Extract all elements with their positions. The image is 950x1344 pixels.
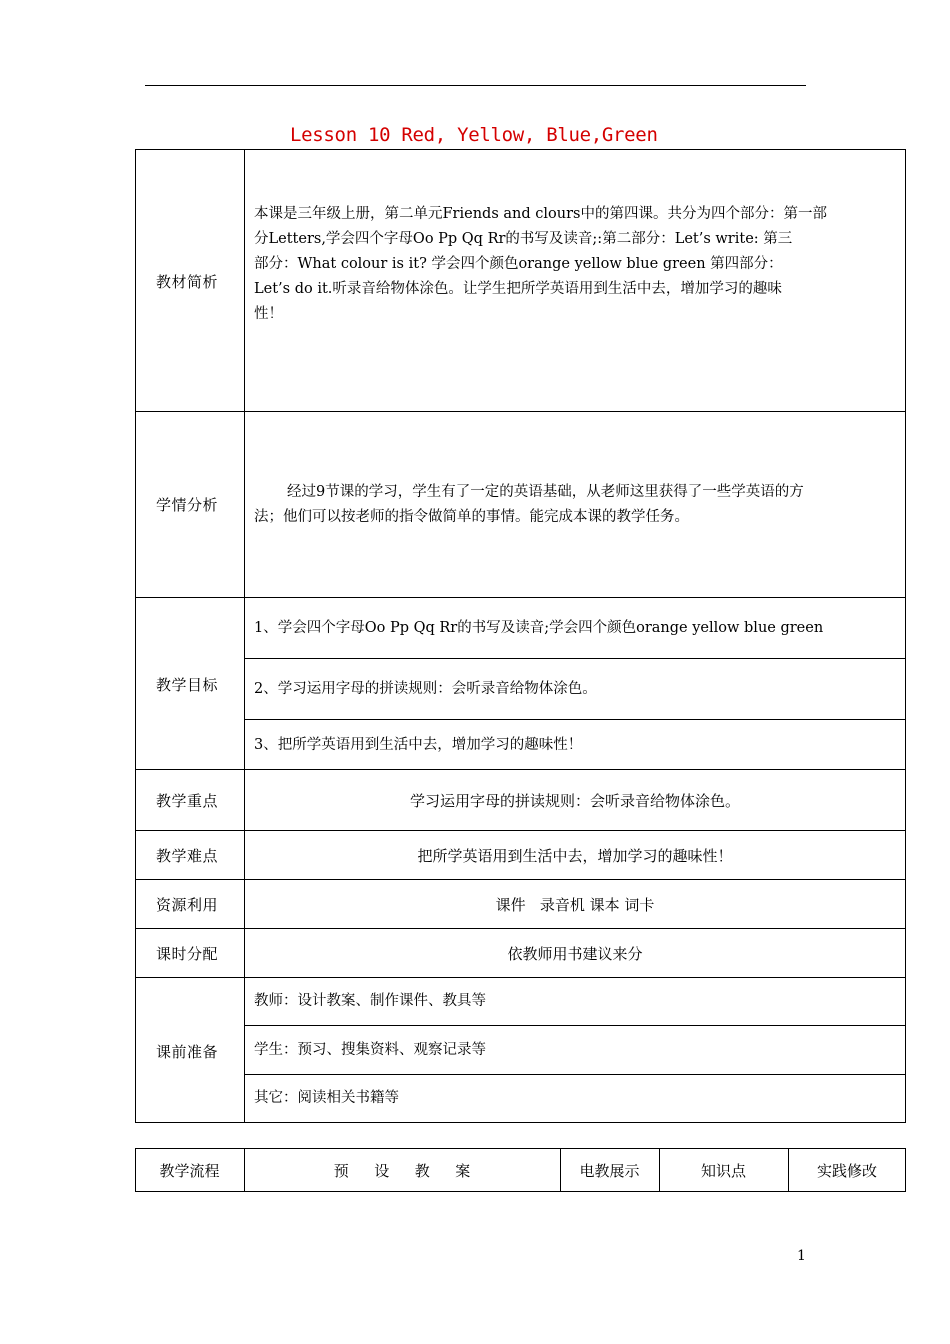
row-label-teaching-goals: 教学目标: [156, 676, 219, 694]
goal-item-2: 2、学习运用字母的拼读规则：会听录音给物体涂色。: [254, 681, 597, 697]
prep-other: 其它：阅读相关书籍等: [254, 1090, 399, 1106]
student-analysis-text: 经过9节课的学习，学生有了一定的英语基础，从老师这里获得了一些学英语的方 法；他们可以按老师的指令做简单的事情。能完成本课的教学任务。: [254, 484, 804, 525]
flow-header-knowledge: 知识点: [700, 1162, 746, 1180]
resources-value: 课件 录音机 课本 词卡: [495, 896, 655, 914]
row-label-textbook-analysis: 教材简析: [156, 273, 219, 291]
row-label-resources: 资源利用: [156, 896, 219, 914]
difficult-points-value: 把所学英语用到生活中去，增加学习的趣味性！: [417, 847, 733, 865]
class-hours-value: 依教师用书建议来分: [507, 945, 643, 963]
row-label-key-points: 教学重点: [156, 792, 219, 810]
goal-item-1: 1、学会四个字母Oo Pp Qq Rr的书写及读音;学会四个颜色orange yellow blue green: [254, 620, 824, 636]
row-label-difficult-points: 教学难点: [156, 847, 219, 865]
key-points-value: 学习运用字母的拼读规则：会听录音给物体涂色。: [409, 792, 740, 810]
row-label-preparation: 课前准备: [156, 1043, 219, 1061]
flow-header-revision: 实践修改: [816, 1162, 877, 1180]
page-number: 1: [797, 1248, 806, 1264]
row-label-student-analysis: 学情分析: [156, 496, 219, 514]
header-rule: [145, 85, 806, 86]
flow-header-process: 教学流程: [159, 1162, 220, 1180]
goal-item-3: 3、把所学英语用到生活中去，增加学习的趣味性！: [254, 737, 583, 753]
row-label-class-hours: 课时分配: [156, 945, 219, 963]
textbook-analysis-text: 本课是三年级上册，第二单元Friends and clours中的第四课。共分为四个部分：第一部 分Letters,学会四个字母Oo Pp Qq Rr的书写及读音;:第二部分：Let’s write: 第三 部分：What colour is it? 学会四个颜色orange yellow blue green 第四部分： Let’s do it.听录音给物体涂色。让学生把所学英语用到生活中去，增加学习的趣味 性！: [254, 206, 827, 322]
prep-teacher: 教师：设计教案、制作课件、教具等: [254, 993, 486, 1009]
flow-header-plan: 预 设 教 案: [333, 1162, 471, 1180]
flow-header-media: 电教展示: [579, 1162, 640, 1180]
prep-student: 学生：预习、搜集资料、观察记录等: [254, 1042, 486, 1058]
lesson-title: Lesson 10 Red, Yellow, Blue,Green: [290, 124, 658, 146]
